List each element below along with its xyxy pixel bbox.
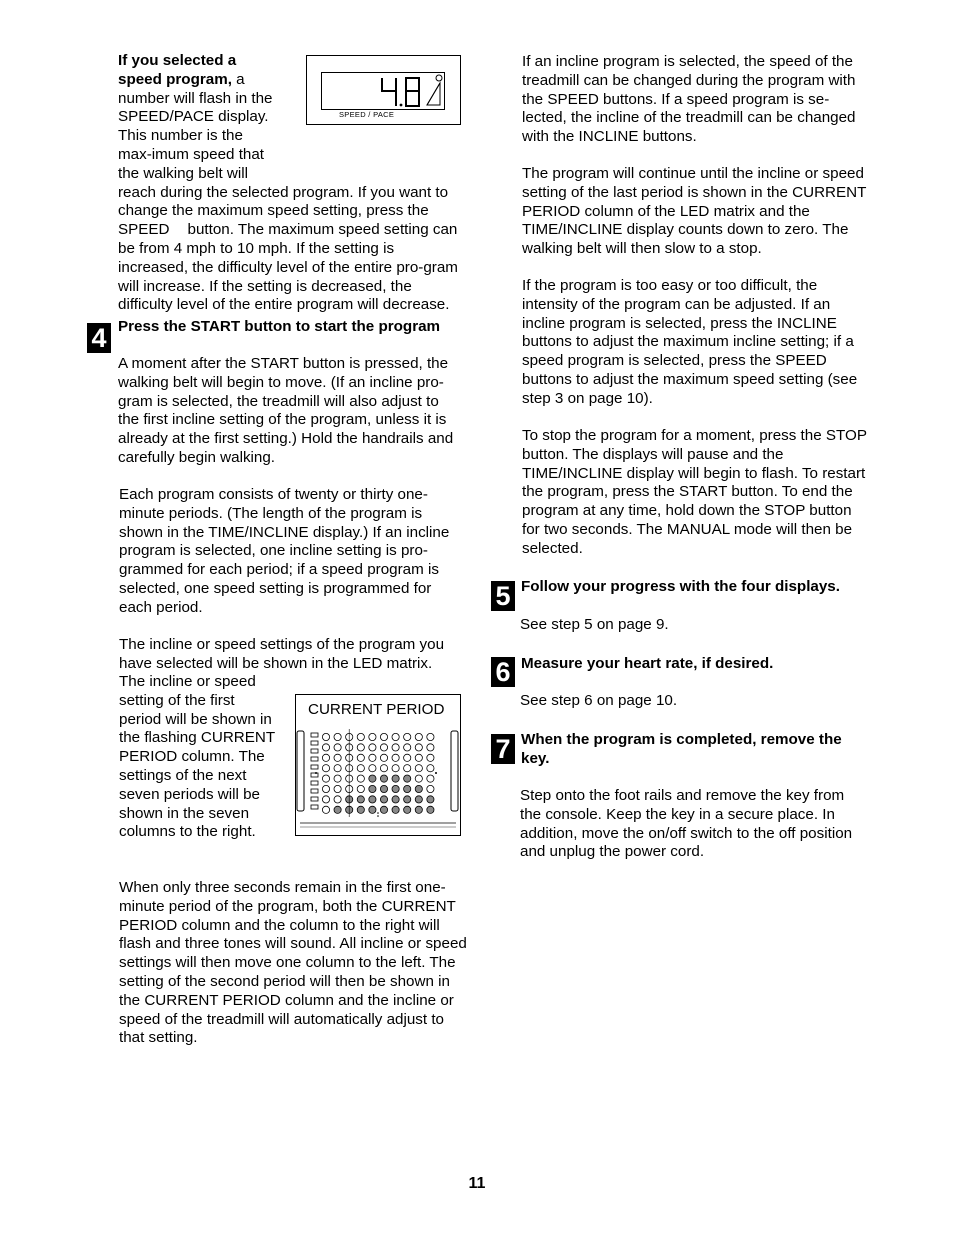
led-dot — [322, 754, 329, 761]
page-number: 11 — [468, 1175, 486, 1192]
led-dot — [334, 796, 341, 803]
led-dot — [392, 775, 399, 782]
led-dot — [404, 806, 411, 813]
led-dot — [380, 806, 387, 813]
led-dot — [322, 796, 329, 803]
led-dot — [404, 765, 411, 772]
step-4-paragraph-3b: The incline or speed setting of the first period will be shown in the flashing CURRENT PERIOD column. The settings of the next seven periods will be shown in the seven columns to the right. — [119, 673, 275, 841]
led-dot — [380, 733, 387, 740]
led-dot — [427, 744, 434, 751]
led-dot — [380, 796, 387, 803]
step-4-paragraph-1: A moment after the START button is pressed, the walking belt will begin to move. (If an incline pro-gram is selected, the treadmill will also adjust to the first incline setting of the program, unless it is already at the first setting.) Hold the handrails and carefully begin walking. — [118, 355, 454, 466]
led-dot — [322, 785, 329, 792]
step-5-badge: 5 — [491, 581, 515, 611]
current-period-label: CURRENT PERIOD — [308, 701, 445, 718]
led-dot — [392, 733, 399, 740]
led-dot — [334, 765, 341, 772]
step-4-paragraph-2: Each program consists of twenty or thirty one-minute periods. (The length of the program is shown in the TIME/INCLINE display.) If an incline program is selected, one incline setting is pro-grammed for each period; if a speed program is selected, one speed setting is programmed for each period. — [119, 486, 450, 616]
intro-bold: If you selected a speed program, — [118, 52, 237, 88]
step-7-title: When the program is completed, remove the key. — [521, 731, 842, 767]
led-dot — [415, 754, 422, 761]
led-dot — [415, 785, 422, 792]
led-dot — [357, 775, 364, 782]
led-dot — [357, 796, 364, 803]
led-dot — [334, 785, 341, 792]
led-dot — [334, 806, 341, 813]
right-paragraph-3: If the program is too easy or too difficult, the intensity of the program can be adjusted. If an incline program is selected, press the INCLINE buttons to adjust the maximum incline setting; if a speed program is selected, press the SPEED buttons to adjust the maximum speed setting (see step 3 on page 10). — [522, 277, 858, 407]
step-7-text: Step onto the foot rails and remove the key from the console. Keep the key in a secure place. In addition, move the on/off switch to the off position and unplug the power cord. — [520, 787, 853, 861]
led-dot — [380, 785, 387, 792]
led-dot — [427, 775, 434, 782]
led-dot — [369, 754, 376, 761]
led-dot — [404, 785, 411, 792]
led-dot — [334, 775, 341, 782]
led-dot — [334, 744, 341, 751]
led-dot — [357, 806, 364, 813]
step-6-text: See step 6 on page 10. — [520, 692, 678, 709]
led-dot — [415, 765, 422, 772]
step-5-text: See step 5 on page 9. — [520, 616, 669, 633]
led-dot — [415, 733, 422, 740]
led-dot — [369, 806, 376, 813]
led-dot — [415, 775, 422, 782]
led-dot — [392, 806, 399, 813]
led-dot — [369, 733, 376, 740]
intro-text-2: button. The maximum speed setting can be from 4 mph to 10 mph. If the setting is increased, the difficulty level of the entire pro-gram will increase. If the setting is decreased, the difficulty level of the entire program will decrease. — [118, 221, 458, 314]
led-dot — [322, 765, 329, 772]
step-5-title: Follow your progress with the four displays. — [521, 578, 840, 595]
step-4-badge: 4 — [87, 323, 111, 353]
speed-digits-icon — [322, 73, 444, 109]
led-dot — [380, 754, 387, 761]
right-paragraph-2: The program will continue until the incline or speed setting of the last period is shown in the CURRENT PERIOD column of the LED matrix and the TIME/INCLINE display counts down to zero. The walking belt will then slow to a stop. — [522, 165, 867, 258]
led-dot — [357, 785, 364, 792]
led-dot — [404, 796, 411, 803]
step-4-paragraph-4: When only three seconds remain in the first one-minute period of the program, both the CURRENT PERIOD column and the column to the right will flash and three tones will sound. All incline or speed settings will then move one column to the left. The setting of the second period will then be shown in the CURRENT PERIOD column and the incline or speed of the treadmill will automatically adjust to that setting. — [119, 879, 467, 1047]
led-dot — [380, 775, 387, 782]
led-dot — [369, 796, 376, 803]
intro-text: a number will flash in the SPEED/PACE display. This number is the max-imum speed that the walking belt will reach during the selected program. If you want to change the maximum speed setting, press the SPEED — [118, 70, 449, 239]
led-dot — [322, 744, 329, 751]
led-dot — [392, 765, 399, 772]
led-dot — [357, 744, 364, 751]
led-dot — [427, 733, 434, 740]
led-dot — [357, 765, 364, 772]
led-dot — [415, 796, 422, 803]
led-dot — [427, 796, 434, 803]
step-4-paragraph-3a: The incline or speed settings of the program you have selected will be shown in the LED matrix. — [119, 636, 445, 672]
led-dot — [334, 754, 341, 761]
right-paragraph-4: To stop the program for a moment, press the STOP button. The displays will pause and the TIME/INCLINE display will begin to flash. To restart the program, press the START button. To end the program at any time, hold down the STOP button for two seconds. The MANUAL mode will then be selected. — [522, 427, 867, 557]
led-dot — [404, 733, 411, 740]
led-dot — [404, 775, 411, 782]
led-dot — [427, 785, 434, 792]
led-matrix-figure — [295, 694, 461, 836]
led-dot — [427, 806, 434, 813]
led-dot — [427, 765, 434, 772]
led-dot — [322, 775, 329, 782]
step-6-badge: 6 — [491, 657, 515, 687]
led-dot — [404, 754, 411, 761]
led-dot — [427, 754, 434, 761]
step-4-title: Press the START button to start the program — [118, 318, 441, 335]
led-dot — [404, 744, 411, 751]
led-dot — [380, 744, 387, 751]
led-dot — [392, 754, 399, 761]
led-dot — [369, 744, 376, 751]
step-7-badge: 7 — [491, 734, 515, 764]
led-dot — [322, 733, 329, 740]
led-dot — [357, 733, 364, 740]
led-dot — [334, 733, 341, 740]
right-paragraph-1: If an incline program is selected, the speed of the treadmill can be changed during the program with the SPEED buttons. If a speed program is se-lected, the incline of the treadmill can be changed with the INCLINE buttons. — [522, 53, 856, 146]
led-dot — [369, 765, 376, 772]
led-dot — [415, 806, 422, 813]
speed-pace-label: SPEED / PACE — [339, 110, 395, 119]
led-dot — [322, 806, 329, 813]
led-dot — [392, 744, 399, 751]
step-6-title: Measure your heart rate, if desired. — [521, 655, 774, 672]
led-dot — [415, 744, 422, 751]
led-matrix-icon — [296, 725, 460, 835]
led-dot — [357, 754, 364, 761]
speed-pace-figure — [306, 55, 461, 125]
led-dot — [392, 785, 399, 792]
led-dot — [392, 796, 399, 803]
speed-lcd-screen — [321, 72, 445, 110]
led-dot — [369, 785, 376, 792]
led-dot — [380, 765, 387, 772]
led-dot — [369, 775, 376, 782]
